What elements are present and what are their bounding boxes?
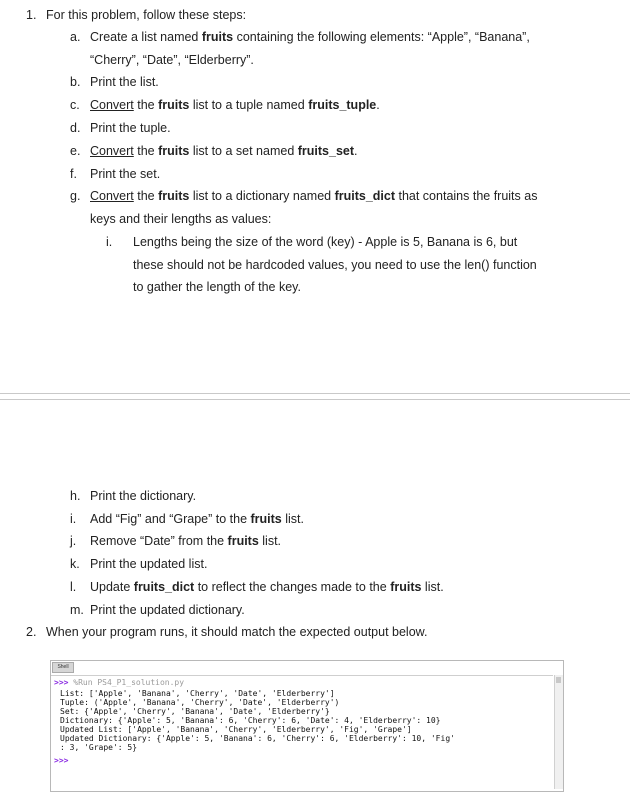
step-letter: a.	[70, 30, 81, 44]
step-i-text: Add “Fig” and “Grape” to the fruits list.	[90, 512, 304, 526]
step-letter: b.	[70, 75, 81, 89]
step-letter: l.	[70, 580, 77, 594]
step-letter: f.	[70, 167, 77, 181]
convert-link[interactable]: Convert	[90, 189, 134, 203]
step-letter: k.	[70, 557, 80, 571]
shell-scrollbar[interactable]	[554, 675, 563, 789]
scrollbar-thumb[interactable]	[556, 677, 561, 683]
step-f-text: Print the set.	[90, 167, 161, 181]
step-g-text: Convert the fruits list to a dictionary named fruits_dict that contains the fruits as	[90, 189, 538, 203]
shell-prompt: >>>	[54, 756, 69, 765]
step-l-text: Update fruits_dict to reflect the changes made to the fruits list.	[90, 580, 444, 594]
step-j-text: Remove “Date” from the fruits list.	[90, 534, 282, 548]
step-k-text: Print the updated list.	[90, 557, 208, 571]
step-letter: d.	[70, 121, 81, 135]
shell-output-line: Updated List: ['Apple', 'Banana', 'Cherry', 'Elderberry', 'Fig', 'Grape']	[60, 725, 412, 734]
shell-body[interactable]	[51, 675, 553, 790]
step-letter: j.	[70, 534, 77, 548]
shell-output-line: : 3, 'Grape': 5}	[60, 743, 138, 752]
step-letter: m.	[70, 603, 84, 617]
shell-output-line: Updated Dictionary: {'Apple': 5, 'Banana': 6, 'Cherry': 6, 'Elderberry': 10, 'Fig'	[60, 734, 455, 743]
shell-run-line: >>> %Run PS4_P1_solution.py	[54, 678, 185, 687]
shell-output-panel	[50, 660, 564, 792]
step-letter: h.	[70, 489, 81, 503]
question-2-text: When your program runs, it should match the expected output below.	[46, 625, 428, 639]
step-letter: g.	[70, 189, 81, 203]
page-break-line	[0, 393, 630, 394]
question-intro: For this problem, follow these steps:	[46, 8, 247, 22]
step-h-text: Print the dictionary.	[90, 489, 197, 503]
step-b-text: Print the list.	[90, 75, 159, 89]
shell-output-line: Tuple: ('Apple', 'Banana', 'Cherry', 'Date', 'Elderberry')	[60, 698, 340, 707]
step-letter: c.	[70, 98, 80, 112]
substep-line-3: to gather the length of the key.	[133, 280, 301, 294]
question-number: 2.	[26, 625, 37, 639]
substep-line-1: Lengths being the size of the word (key) - Apple is 5, Banana is 6, but	[133, 235, 518, 249]
step-m-text: Print the updated dictionary.	[90, 603, 245, 617]
step-g-continuation: keys and their lengths as values:	[90, 212, 272, 226]
shell-output-line: List: ['Apple', 'Banana', 'Cherry', 'Date', 'Elderberry']	[60, 689, 335, 698]
step-c-text: Convert the fruits list to a tuple named fruits_tuple.	[90, 98, 380, 112]
step-a-text: Create a list named fruits containing the following elements: “Apple”, “Banana”,	[90, 30, 530, 44]
step-d-text: Print the tuple.	[90, 121, 171, 135]
shell-tab[interactable]: Shell	[52, 662, 74, 673]
convert-link[interactable]: Convert	[90, 144, 134, 158]
shell-output-line: Dictionary: {'Apple': 5, 'Banana': 6, 'Cherry': 6, 'Date': 4, 'Elderberry': 10}	[60, 716, 441, 725]
substep-numeral: i.	[106, 235, 113, 249]
step-e-text: Convert the fruits list to a set named fruits_set.	[90, 144, 358, 158]
step-a-continuation: “Cherry”, “Date”, “Elderberry”.	[90, 53, 254, 67]
page-break-line	[0, 399, 630, 400]
shell-output-line: Set: {'Apple', 'Cherry', 'Banana', 'Date', 'Elderberry'}	[60, 707, 330, 716]
convert-link[interactable]: Convert	[90, 98, 134, 112]
substep-line-2: these should not be hardcoded values, you need to use the len() function	[133, 258, 537, 272]
question-number: 1.	[26, 8, 37, 22]
step-letter: i.	[70, 512, 77, 526]
step-letter: e.	[70, 144, 81, 158]
